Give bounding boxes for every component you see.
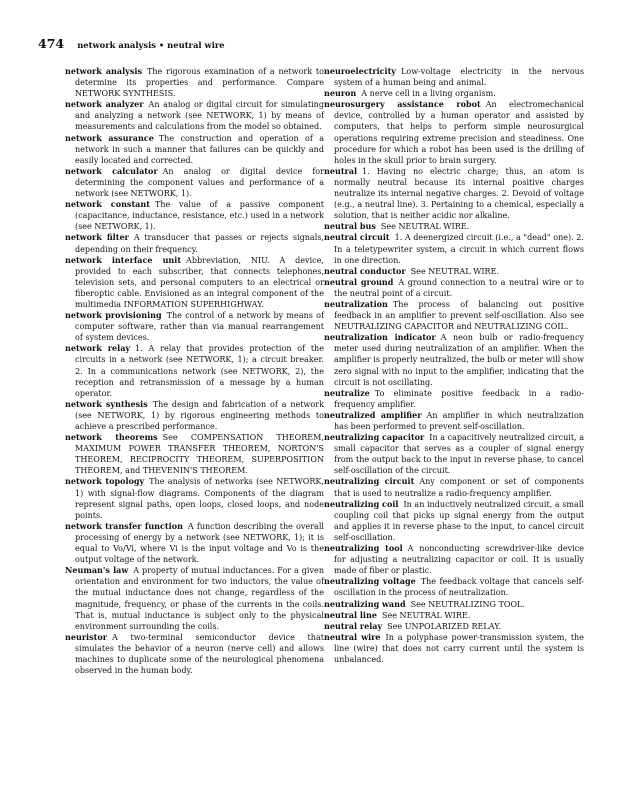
dictionary-entry	[65, 399, 324, 432]
entry-definition: The construction and operation of a network in such a manner that failures can be quickly and easily located and corrected.	[75, 133, 324, 165]
dictionary-entry	[324, 266, 584, 277]
entry-term: network calculator	[65, 165, 158, 176]
entry-term: neutral	[324, 165, 358, 176]
page-number: 474	[38, 36, 65, 51]
entry-definition: The value of a passive component (capacitance, inductance, resistance, etc.) used in a network (see NETWORK, 1).	[75, 200, 324, 232]
entry-term: neutral bus	[324, 221, 376, 232]
entry-term: neutral wire	[324, 631, 381, 642]
dictionary-entry	[65, 66, 324, 99]
dictionary-entry	[324, 543, 584, 576]
entry-definition: In a capacitively neutralized circuit, a small capacitor that serves as a coupler of signal energy from the output back to the input in reverse phase, to cancel self-oscillation of the circuit.	[334, 433, 584, 476]
entry-term: network theorems	[65, 432, 158, 443]
dictionary-entry	[324, 432, 584, 476]
page-header	[38, 33, 225, 52]
entry-term: neutralization	[324, 298, 388, 309]
dictionary-entry	[65, 199, 324, 232]
entry-term: network transfer function	[65, 520, 183, 531]
entry-term: network assurance	[65, 132, 154, 143]
dictionary-entry	[65, 166, 324, 199]
entry-definition: The design and fabrication of a network (see NETWORK, 1) by rigorous engineering methods to achieve a prescribed performance.	[75, 399, 324, 431]
entry-definition: An electromechanical device, controlled by a human operator and assisted by computers, that helps to perform simple neurosurgical operations requiring extreme precision and steadiness. One procedure for which a robot has been used is the drilling of holes in the skull prior to brain surgery.	[334, 100, 584, 165]
entry-definition: See UNPOLARIZED RELAY.	[387, 621, 502, 631]
entry-term: network analysis	[65, 66, 142, 76]
entry-definition: An analog or digital device for determining the component values and performance of a network (see NETWORK, 1).	[75, 166, 324, 199]
entry-term: neuron	[324, 88, 357, 99]
entry-definition: Abbreviation, NIU. A device, provided to each subscriber, that connects telephones, television sets, and personal computers to an electrical or fiberoptic cable. Envisioned as an integral component of the multimedia INFORMATION SUPERHIGHWAY.	[75, 255, 324, 309]
entry-term: neutralizing voltage	[324, 576, 416, 587]
entry-definition: The control of a network by means of computer software, rather than via manual rearrangement of system devices.	[75, 311, 325, 343]
dictionary-entry	[324, 99, 584, 166]
entry-term: Neuman's law	[65, 565, 129, 576]
entry-term: neutralize	[324, 387, 370, 398]
entry-term: neutral circuit	[324, 232, 390, 243]
entry-term: network relay	[65, 343, 131, 354]
dictionary-entry	[65, 99, 324, 132]
entry-term: neurosurgery assistance robot	[324, 99, 481, 110]
entry-definition: Any component or set of components that is used to neutralize a radio-frequency amplifier.	[334, 477, 584, 498]
dictionary-entry	[324, 332, 584, 387]
entry-term: neutral line	[324, 609, 377, 620]
right-column	[324, 66, 584, 665]
dictionary-entry	[324, 221, 584, 232]
entry-term: network topology	[65, 476, 145, 487]
entry-definition: See COMPENSATION THEOREM, MAXIMUM POWER TRANSFER THEOREM, NORTON'S THEOREM, RECIPROCITY THEOREM, SUPERPOSITION THEOREM, and THEVENIN'S THEOREM.	[75, 433, 324, 476]
dictionary-entry	[65, 565, 324, 632]
dictionary-entry	[324, 476, 584, 498]
entry-definition: A function describing the overall processing of energy by a network (see NETWORK, 1); it is equal to Vo/Vi, where Vi is the input voltage and Vo is the output voltage of the network.	[75, 521, 324, 565]
dictionary-entry	[324, 610, 584, 621]
entry-term: network analyzer	[65, 99, 144, 110]
dictionary-entry	[324, 621, 584, 632]
dictionary-entry	[324, 232, 584, 265]
dictionary-entry	[65, 232, 324, 254]
entry-definition: See NEUTRAL WIRE.	[410, 266, 500, 276]
entry-definition: A nerve cell in a living organism.	[361, 89, 496, 99]
entry-term: network constant	[65, 199, 150, 210]
dictionary-entry	[324, 410, 584, 432]
entry-definition: A two-terminal semiconductor device that simulates the behavior of a neuron (nerve cell) and allows machines to duplicate some of the neurological phenomena observed in the human body.	[75, 632, 324, 676]
entry-term: neutralizing circuit	[324, 476, 415, 487]
entry-definition: In a polyphase power-transmission system, the line (wire) that does not carry current until the system is unbalanced.	[334, 632, 584, 664]
entry-term: network filter	[65, 232, 129, 243]
dictionary-entry	[65, 521, 324, 565]
entry-term: network synthesis	[65, 398, 148, 409]
entry-definition: The process of balancing out positive feedback in an amplifier to prevent self-oscillation. Also see NEUTRALIZING CAPACITOR and NEUTRALIZING COIL.	[334, 299, 584, 332]
dictionary-entry	[65, 133, 324, 166]
dictionary-entry	[324, 277, 584, 299]
entry-term: neutralized amplifier	[324, 409, 422, 420]
entry-definition: A transducer that passes or rejects signals, depending on their frequency.	[75, 233, 324, 254]
entry-definition: See NEUTRAL WIRE.	[381, 610, 471, 620]
dictionary-entry	[65, 255, 324, 310]
dictionary-entry	[324, 88, 584, 99]
dictionary-entry	[324, 576, 584, 598]
dictionary-entry	[65, 432, 324, 476]
entry-term: neutralization indicator	[324, 332, 436, 343]
dictionary-entry	[65, 632, 324, 676]
running-head: network analysis • neutral wire	[77, 40, 225, 50]
entry-term: neutral relay	[324, 620, 383, 631]
entry-definition: 1. A deenergized circuit (i.e., a "dead" one). 2. In a teletypewriter system, a circuit in which current flows in one direction.	[334, 233, 584, 265]
dictionary-entry	[324, 299, 584, 332]
entry-term: neutralizing tool	[324, 543, 403, 554]
dictionary-entry	[324, 66, 584, 88]
left-column	[65, 66, 324, 676]
dictionary-entry	[324, 166, 584, 221]
entry-definition: See NEUTRAL WIRE.	[380, 222, 470, 232]
entry-term: neutralizing coil	[324, 498, 399, 509]
entry-definition: See NEUTRALIZING TOOL.	[410, 599, 525, 609]
dictionary-entry	[65, 343, 324, 398]
entry-definition: 1. Having no electric charge; thus, an atom is normally neutral because its internal positive charges neutralize its internal negative charges. 2. Devoid of voltage (e.g., a neutral line). 3. Pertaining to a chemical, especially a solution, that is neither acidic nor alkaline.	[334, 166, 584, 221]
entry-definition: A property of mutual inductances. For a given orientation and environment for two inductors, the value of the mutual inductance does not change, regardless of the magnitude, frequency, or phase of the currents in the coils. That is, mutual inductance is subject only to the physical environment surrounding the coils.	[75, 566, 325, 631]
entry-term: neuroelectricity	[324, 66, 396, 76]
entry-definition: A nonconducting screwdriver-like device for adjusting a neutralizing capacitor or coil. It is usually made of fiber or plastic.	[334, 544, 584, 576]
entry-definition: Low-voltage electricity in the nervous system of a human being and animal.	[334, 67, 584, 88]
entry-term: neutralizing capacitor	[324, 432, 425, 443]
entry-term: network provisioning	[65, 310, 162, 321]
entry-term: network interface unit	[65, 254, 182, 265]
entry-definition: A ground connection to a neutral wire or to the neutral point of a circuit.	[334, 277, 585, 298]
entry-definition: The rigorous examination of a network to determine its properties and performance. Compare NETWORK SYNTHESIS.	[75, 67, 324, 99]
entry-definition: The analysis of networks (see NETWORK, 1) with signal-flow diagrams. Components of the diagram represent signal paths, open loops, closed loops, and node points.	[75, 477, 324, 520]
dictionary-entry	[324, 599, 584, 610]
entry-definition: A neon bulb or radio-frequency meter used during neutralization of an amplifier. When the amplifier is properly neutralized, the bulb or meter will show zero signal with no input to the amplifier, indicating that the circuit is not oscillating.	[334, 333, 584, 387]
entry-definition: The feedback voltage that cancels self-oscillation in the process of neutralization.	[334, 577, 584, 598]
dictionary-entry	[324, 499, 584, 543]
entry-definition: An amplifier in which neutralization has been performed to prevent self-oscillation.	[334, 410, 584, 431]
dictionary-entry	[324, 632, 584, 665]
entry-definition: To eliminate positive feedback in a radio-frequency amplifier.	[334, 388, 584, 409]
entry-definition: An analog or digital circuit for simulating and analyzing a network (see NETWORK, 1) by means of measurements and calculations from the model so obtained.	[75, 100, 324, 132]
dictionary-entry	[65, 476, 324, 520]
entry-definition: 1. A relay that provides protection of the circuits in a network (see NETWORK, 1); a circuit breaker. 2. In a communications network (see NETWORK, 2), the reception and retransmission of a message by a human operator.	[75, 344, 325, 398]
entry-term: neutral conductor	[324, 265, 406, 276]
entry-term: neutralizing wand	[324, 598, 406, 609]
entry-term: neutral ground	[324, 276, 394, 287]
dictionary-entry	[324, 388, 584, 410]
entry-definition: In an inductively neutralized circuit, a small coupling coil that picks up signal energy from the output and applies it in reverse phase to the input, to cancel circuit self-oscillation.	[334, 499, 585, 542]
entry-term: neuristor	[65, 631, 107, 642]
dictionary-entry	[65, 310, 324, 343]
